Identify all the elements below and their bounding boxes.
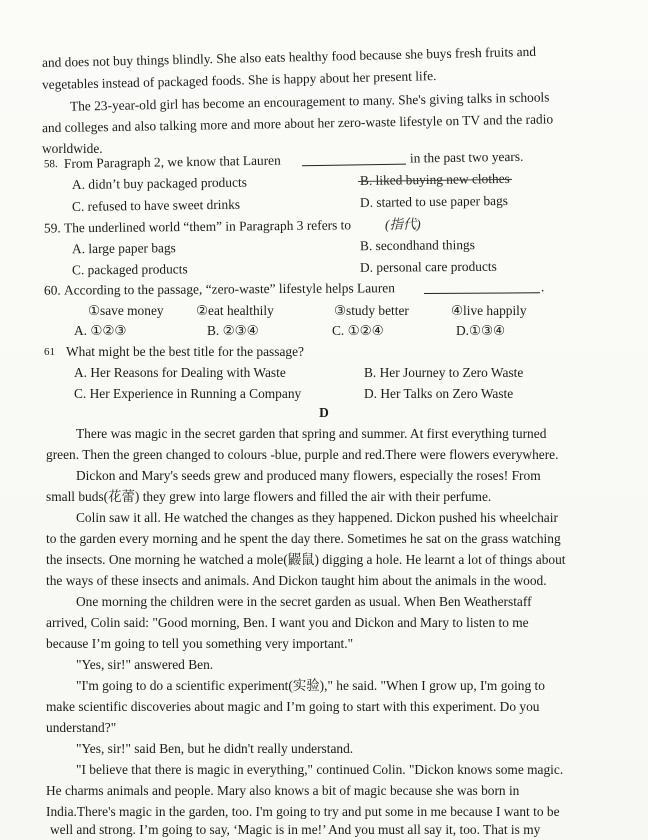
option-b[interactable]: B. liked buying new clothes [359, 170, 510, 188]
question-61-options-row-1 [0, 363, 648, 383]
option-a[interactable]: A. didn’t buy packaged products [71, 174, 247, 192]
handwritten-note: (指代) [384, 216, 421, 232]
option-a[interactable]: A. large paper bags [71, 240, 176, 257]
question-61-stem: 61 What might be the best title for the passage? [44, 344, 304, 359]
option-d[interactable]: D. personal care products [359, 258, 497, 275]
item-3: ③study better [334, 303, 409, 318]
passage-line: "I'm going to do a scientific experiment(实验)," he said. "When I grow up, I'm going to [76, 678, 545, 693]
question-60-items [0, 301, 648, 321]
passage-line: vegetables instead of packaged foods. She is happy about her present life. [41, 68, 437, 93]
item-4: ④live happily [451, 303, 527, 318]
passage-line: to the garden every morning and he spent the day there. Sometimes he sat on the grass watching [46, 531, 561, 546]
option-b[interactable]: B. Her Journey to Zero Waste [364, 365, 524, 380]
passage-line: Dickon and Mary's seeds grew and produced many flowers, especially the roses! From [76, 468, 541, 483]
passage-line: arrived, Colin said: "Good morning, Ben. I want you and Dickon and Mary to listen to me [46, 615, 529, 630]
section-heading: D [319, 405, 329, 420]
passage-line: One morning the children were in the secret garden as usual. When Ben Weatherstaff [76, 594, 532, 609]
passage-line: worldwide. [42, 141, 103, 156]
question-60-options [0, 321, 648, 341]
passage-line: The 23-year-old girl has become an encouragement to many. She's giving talks in schools [69, 89, 550, 114]
passage-line: and does not buy things blindly. She also eats healthy food because she buys fresh fruits and [41, 43, 537, 71]
passage-line: green. Then the green changed to colours -blue, purple and red.There were flowers everywhere. [46, 447, 559, 462]
option-c[interactable]: C. packaged products [71, 261, 188, 278]
passage-line: "Yes, sir!" answered Ben. [76, 657, 214, 672]
option-a[interactable]: A. ①②③ [74, 323, 127, 338]
option-c[interactable]: C. refused to have sweet drinks [71, 196, 241, 214]
option-d[interactable]: D.①③④ [456, 323, 506, 338]
passage-line: Colin saw it all. He watched the changes as they happened. Dickon pushed his wheelchair [76, 510, 558, 525]
passage-line: He charms animals and people. Mary also knows a bit of magic because she was born in [46, 783, 520, 798]
passage-line: India.There's magic in the garden, too. I'm going to try and put some in me because I want to be [46, 804, 560, 819]
passage-line: understand?" [46, 720, 117, 735]
question-59-stem: 59. The underlined world “them” in Paragraph 3 refers to (指代) [43, 216, 421, 236]
question-58-stem: 58. From Paragraph 2, we know that Lauren in the past two years. [43, 148, 524, 171]
passage-line: the insects. One morning he watched a mole(鼹鼠) digging a hole. He learnt a lot of things about [46, 552, 566, 567]
passage-line: the ways of these insects and animals. And Dickon taught him about the animals in the wood. [46, 573, 547, 588]
option-d[interactable]: D. Her Talks on Zero Waste [364, 386, 514, 401]
passage-line: well and strong. I’m going to say, ‘Magic is in me!’ And you must all say it, too. That is my [50, 822, 541, 837]
option-a[interactable]: A. Her Reasons for Dealing with Waste [74, 365, 286, 380]
passage-line: "Yes, sir!" said Ben, but he didn't really understand. [76, 741, 354, 756]
option-d[interactable]: D. started to use paper bags [359, 192, 509, 210]
passage-line: and colleges and also talking more and more about her zero-waste lifestyle on TV and the radio [41, 111, 554, 136]
question-60-stem: 60. According to the passage, “zero-waste” lifestyle helps Lauren . [43, 279, 545, 298]
passage-line: "I believe that there is magic in everything," continued Colin. "Dickon knows some magic. [76, 762, 564, 777]
answer-blank [302, 164, 406, 167]
passage-line: There was magic in the secret garden that spring and summer. At first everything turned [76, 426, 547, 441]
option-b[interactable]: B. secondhand things [359, 237, 475, 254]
option-c[interactable]: C. Her Experience in Running a Company [74, 386, 302, 401]
option-b[interactable]: B. ②③④ [207, 323, 259, 338]
answer-blank [424, 292, 540, 294]
option-c[interactable]: C. ①②④ [332, 323, 384, 338]
question-61-options-row-2 [0, 384, 648, 404]
passage-line: small buds(花蕾) they grew into large flowers and filled the air with their perfume. [46, 489, 492, 504]
passage-line: because I’m going to tell you something very important." [46, 636, 354, 651]
item-1: ①save money [88, 303, 164, 318]
item-2: ②eat healthily [196, 303, 274, 318]
passage-line: make scientific discoveries about magic and I’m going to start with this experiment. Do you [46, 699, 540, 714]
